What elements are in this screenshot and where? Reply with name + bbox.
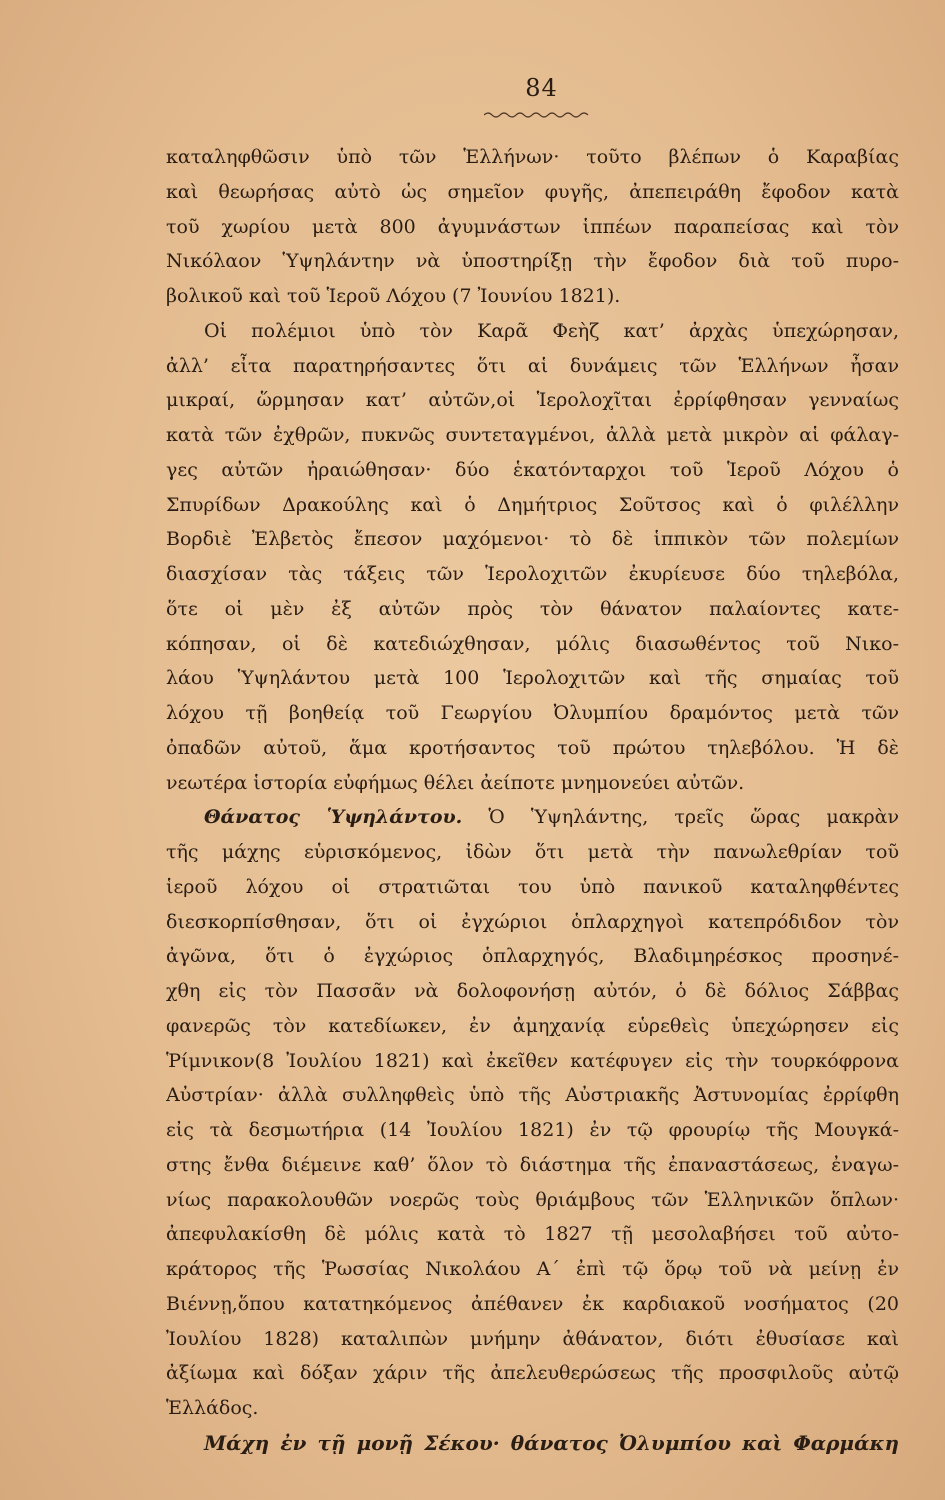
text-line-content: ἀλλ’ εἶτα παρατηρήσαντες ὅτι αἱ δυνάμεις τῶν Ἑλλήνων ἦσαν (166, 354, 899, 377)
text-line-content: μικραί, ὥρμησαν κατ’ αὐτῶν,οἱ Ἱερολοχῖται ἐρρίφθησαν γενναίως (166, 389, 899, 412)
text-line-content: κατὰ τῶν ἐχθρῶν, πυκνῶς συντεταγμένοι, ἀλλὰ μετὰ μικρὸν αἱ φάλαγ- (166, 424, 899, 446)
text-line (166, 1426, 899, 1461)
text-line-content: στης ἔνθα διέμεινε καθ’ ὅλον τὸ διάστημα τῆς ἐπαναστάσεως, ἐναγω- (166, 1153, 899, 1176)
text-line-content: διασχίσαν τὰς τάξεις τῶν Ἱερολοχιτῶν ἐκυρίευσε δύο τηλεβόλα, (166, 563, 899, 585)
text-line (166, 1078, 899, 1113)
text-line-content: νίως παρακολουθῶν νοερῶς τοὺς θριάμβους τῶν Ἑλληνικῶν ὅπλων· (166, 1188, 899, 1211)
text-line-content: λάου Ὑψηλάντου μετὰ 100 Ἱερολοχιτῶν καὶ τῆς σημαίας τοῦ (166, 667, 899, 690)
text-line-content: γες αὐτῶν ἠραιώθησαν· δύο ἑκατόνταρχοι τοῦ Ἱεροῦ Λόχου ὁ (166, 458, 899, 481)
text-line-content: καταληφθῶσιν ὑπὸ τῶν Ἑλλήνων· τοῦτο βλέπων ὁ Καραβίας (166, 146, 899, 168)
text-line (166, 905, 899, 940)
text-line (166, 1356, 899, 1391)
text-line-content: καὶ θεωρήσας αὐτὸ ὡς σημεῖον φυγῆς, ἀπεπειράθη ἔφοδον κατὰ (166, 180, 899, 203)
text-line-content: Αὐστρίαν· ἀλλὰ συλληφθεὶς ὑπὸ τῆς Αὐστριακῆς Ἀστυνομίας ἐρρίφθη (166, 1084, 899, 1107)
text-line (166, 210, 899, 245)
text-line (166, 939, 899, 974)
text-line-content: ἀπεφυλακίσθη δὲ μόλις κατὰ τὸ 1827 τῇ μεσολαβήσει τοῦ αὐτο- (166, 1223, 899, 1246)
page-number: 84 (525, 74, 558, 102)
text-line (166, 627, 899, 662)
text-line-content: Βιέννῃ,ὅπου κατατηκόμενος ἀπέθανεν ἐκ καρδιακοῦ νοσήματος (20 (166, 1292, 899, 1315)
text-line (166, 244, 899, 279)
text-line (166, 279, 899, 314)
text-line-content: λόχου τῇ βοηθείᾳ τοῦ Γεωργίου Ὀλυμπίου δραμόντος μετὰ τῶν (166, 702, 899, 724)
text-line-content: κόπησαν, οἱ δὲ κατεδιώχθησαν, μόλις διασωθέντος τοῦ Νικο- (166, 632, 899, 655)
text-line (166, 1391, 899, 1426)
text-line (166, 314, 899, 349)
text-line (166, 766, 899, 801)
wavy-ornament-icon (484, 110, 590, 120)
text-line-content: ἱεροῦ λόχου οἱ στρατιῶται του ὑπὸ πανικοῦ καταληφθέντες (166, 875, 899, 898)
text-line-content: χθη εἰς τὸν Πασσᾶν νὰ δολοφονήσῃ αὐτόν, ὁ δὲ δόλιος Σάββας (166, 980, 899, 1002)
text-line-content: Οἱ πολέμιοι ὑπὸ τὸν Καρᾶ Φεὴζ κατ’ ἀρχὰς ὑπεχώρησαν, (204, 319, 899, 342)
text-line (166, 835, 899, 870)
text-line (166, 140, 899, 175)
text-line-content: φανερῶς τὸν κατεδίωκεν, ἐν ἀμηχανίᾳ εὑρεθεὶς ὑπεχώρησεν εἰς (166, 1014, 899, 1037)
text-line-content: εἰς τὰ δεσμωτήρια (14 Ἰουλίου 1821) ἐν τῷ φρουρίῳ τῆς Μουγκά- (166, 1119, 899, 1141)
text-line (166, 557, 899, 592)
text-line (166, 1113, 899, 1148)
text-line-content: Ὁ Ὑψηλάντης, τρεῖς ὥρας μακρὰν (462, 806, 899, 829)
text-line (166, 453, 899, 488)
text-line-content: Ἑλλάδος. (166, 1397, 259, 1419)
text-line-content: νεωτέρα ἱστορία εὐφήμως θέλει ἀείποτε μνημονεύει αὐτῶν. (166, 771, 745, 794)
text-line-content: κράτορος τῆς Ῥωσσίας Νικολάου Α΄ ἐπὶ τῷ ὅρῳ τοῦ νὰ μείνῃ ἐν (166, 1258, 899, 1280)
text-line (166, 522, 899, 557)
text-line (166, 1044, 899, 1079)
text-line-content: βολικοῦ καὶ τοῦ Ἱεροῦ Λόχου (7 Ἰουνίου 1821). (166, 285, 621, 307)
text-line (166, 731, 899, 766)
text-line-content: Νικόλαον Ὑψηλάντην νὰ ὑποστηρίξῃ τὴν ἔφοδον διὰ τοῦ πυρο- (166, 250, 899, 273)
text-line (166, 488, 899, 523)
text-line (166, 974, 899, 1009)
text-line (166, 1217, 899, 1252)
text-line (166, 1183, 899, 1218)
text-line-content: τοῦ χωρίου μετὰ 800 ἀγυμνάστων ἱππέων παραπείσας καὶ τὸν (166, 215, 899, 238)
text-line (166, 418, 899, 453)
text-line (166, 1148, 899, 1183)
section-heading: Θάνατος Ὑψηλάντου. (204, 806, 463, 829)
text-line (166, 175, 899, 210)
text-line-content: ὅτε οἱ μὲν ἐξ αὐτῶν πρὸς τὸν θάνατον παλαίοντες κατε- (166, 597, 899, 620)
text-line-content: Ἰουλίου 1828) καταλιπὼν μνήμην ἀθάνατον, διότι ἐθυσίασε καὶ (166, 1327, 899, 1350)
text-line (166, 383, 899, 418)
text-line (166, 1322, 899, 1357)
text-line (166, 800, 899, 835)
text-line-content: Μάχη ἐν τῇ μονῇ Σέκου· θάνατος Ὀλυμπίου καὶ Φαρμάκη (204, 1430, 899, 1455)
text-line (166, 1287, 899, 1322)
text-line (166, 1009, 899, 1044)
text-line (166, 1252, 899, 1287)
text-line-content: ὀπαδῶν αὐτοῦ, ἅμα κροτήσαντος τοῦ πρώτου τηλεβόλου. Ἡ δὲ (166, 736, 899, 759)
text-line-content: ἀγῶνα, ὅτι ὁ ἐγχώριος ὁπλαρχηγός, Βλαδιμηρέσκος προσηνέ- (166, 945, 899, 968)
body-text (166, 140, 899, 1461)
text-line (166, 592, 899, 627)
text-line (166, 696, 899, 731)
text-line (166, 661, 899, 696)
text-line-content: τῆς μάχης εὑρισκόμενος, ἰδὼν ὅτι μετὰ τὴν πανωλεθρίαν τοῦ (166, 841, 899, 863)
text-line-content: ἀξίωμα καὶ δόξαν χάριν τῆς ἀπελευθερώσεως τῆς προσφιλοῦς αὐτῷ (166, 1362, 899, 1385)
text-line-content: Βορδιὲ Ἐλβετὸς ἔπεσον μαχόμενοι· τὸ δὲ ἱππικὸν τῶν πολεμίων (166, 528, 899, 551)
text-line-content: Ῥίμνικον(8 Ἰουλίου 1821) καὶ ἐκεῖθεν κατέφυγεν εἰς τὴν τουρκόφρονα (166, 1049, 899, 1072)
text-line-content: Σπυρίδων Δρακούλης καὶ ὁ Δημήτριος Σοῦτσος καὶ ὁ φιλέλλην (166, 493, 899, 516)
text-line-content: διεσκορπίσθησαν, ὅτι οἱ ἐγχώριοι ὁπλαρχηγοὶ κατεπρόδιδον τὸν (166, 910, 899, 933)
text-line (166, 870, 899, 905)
text-line (166, 349, 899, 384)
